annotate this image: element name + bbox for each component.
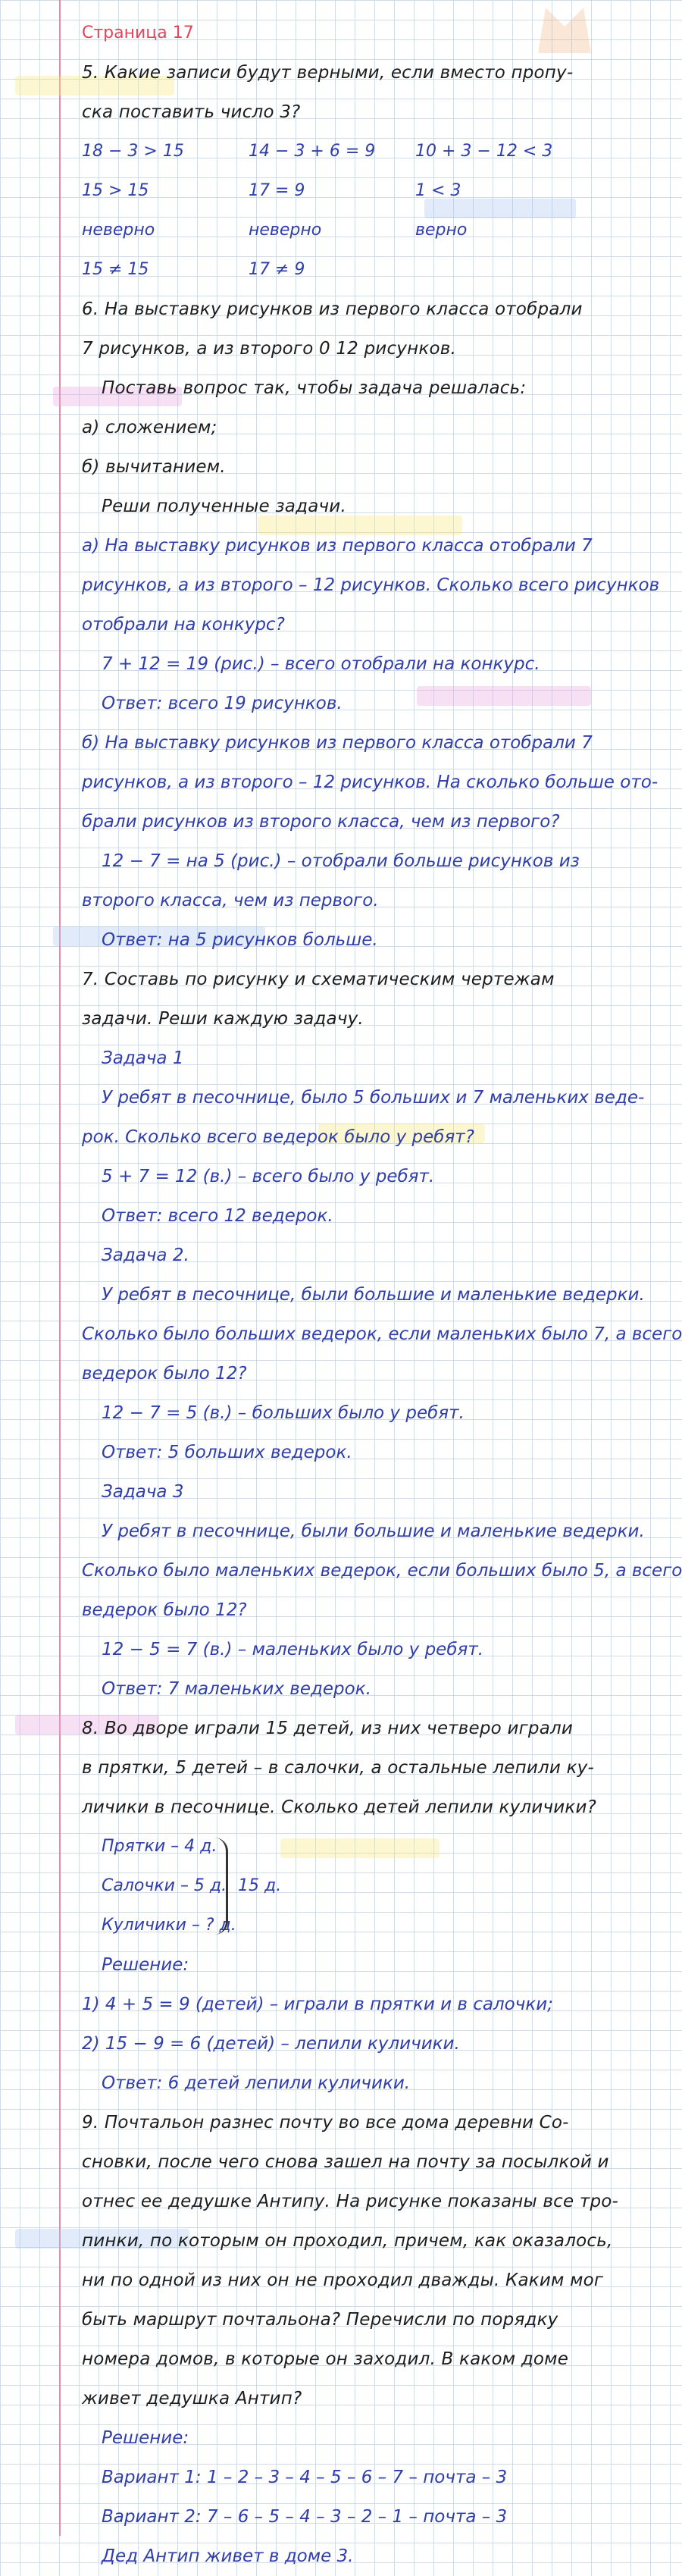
task8-brace-diagram (82, 1827, 597, 1945)
task7-problem1-line2: рок. Сколько всего ведерок было у ребят? (82, 1127, 474, 1147)
task9-variant2: Вариант 2: 7 – 6 – 5 – 4 – 3 – 2 – 1 – почта – 3 (102, 2507, 508, 2527)
page-content (82, 14, 682, 2576)
task7-problem3-line1: У ребят в песочнице, были большие и маленькие ведерки. (102, 1521, 645, 1541)
task9-question-line4: пинки, по которым он проходил, причем, как оказалось, (82, 2231, 613, 2251)
task7-problem3-title: Задача 3 (102, 1482, 184, 1502)
task9-question-line2: сновки, после чего снова зашел на почту за посылкой и (82, 2152, 609, 2172)
task7-problem2-solution: 12 − 7 = 5 (в.) – больших было у ребят. (102, 1403, 465, 1423)
task8-question-line2: в прятки, 5 детей – в салочки, а остальные лепили ку- (82, 1758, 594, 1778)
curly-brace-icon (211, 1838, 228, 1935)
margin-line (59, 0, 61, 2536)
task7-problem3-solution: 12 − 5 = 7 (в.) – маленьких было у ребят. (102, 1640, 484, 1659)
task7-problem3-answer: Ответ: 7 маленьких ведерок. (102, 1679, 371, 1699)
task8-step1: 1) 4 + 5 = 9 (детей) – играли в прятки и в салочки; (82, 1995, 553, 2014)
task5-simp-3: 1 < 3 (415, 181, 461, 200)
task7-question-line2: задачи. Реши каждую задачу. (82, 1009, 364, 1029)
task5-question-line1: 5. Какие записи будут верными, если вместо пропу- (82, 63, 574, 83)
task6-question-line2: 7 рисунков, а из второго 0 12 рисунков. (82, 339, 456, 359)
task7-problem2-line2: Сколько было больших ведерок, если маленьких было 7, а всего (82, 1324, 682, 1344)
task7-problem3-line2: Сколько было маленьких ведерок, если больших было 5, а всего (82, 1561, 682, 1581)
task7-problem3-line3: ведерок было 12? (82, 1600, 247, 1620)
task7-problem1-answer: Ответ: всего 12 ведерок. (102, 1206, 333, 1226)
task6-b-line2: рисунков, а из второго – 12 рисунков. На сколько больше ото- (82, 772, 659, 792)
task6-a-line2: рисунков, а из второго – 12 рисунков. Сколько всего рисунков (82, 575, 660, 595)
task5-verdict-row (82, 211, 597, 250)
task6-option-a: а) сложением; (82, 418, 217, 437)
task6-question-line4: Реши полученные задачи. (102, 497, 346, 516)
task8-answer: Ответ: 6 детей лепили куличики. (102, 2073, 411, 2093)
task6-question-line3: Поставь вопрос так, чтобы задача решалась: (102, 378, 527, 398)
task6-a-answer: Ответ: всего 19 рисунков. (102, 694, 343, 713)
task6-question-line1: 6. На выставку рисунков из первого класса отобрали (82, 299, 583, 319)
task5-fix-2: 17 ≠ 9 (249, 260, 305, 279)
task6-a-line3: отобрали на конкурс? (82, 615, 285, 635)
task7-problem2-title: Задача 2. (102, 1246, 189, 1265)
task5-question-line2: ска поставить число 3? (82, 102, 301, 122)
task7-problem1-title: Задача 1 (102, 1048, 184, 1068)
task8-brace-item-sandcakes: Куличики – ? д. (102, 1916, 236, 1935)
task6-b-line1: б) На выставку рисунков из первого класса отобрали 7 (82, 733, 593, 753)
task9-answer: Дед Антип живет в доме 3. (102, 2546, 354, 2566)
task7-problem2-line1: У ребят в песочнице, были большие и маленькие ведерки. (102, 1285, 645, 1305)
task5-verdict-3: верно (415, 221, 468, 240)
task8-brace-item-tag: Салочки – 5 д. (102, 1876, 227, 1895)
task6-b-solution-line1: 12 − 7 = на 5 (рис.) – отобрали больше рисунков из (102, 851, 580, 871)
task9-question-line5: ни по одной из них он не проходил дважды. Каким мог (82, 2270, 604, 2290)
page-title: Страница 17 (82, 24, 194, 42)
task8-question-line3: личики в песочнице. Сколько детей лепили куличики? (82, 1797, 597, 1817)
task6-b-answer: Ответ: на 5 рисунков больше. (102, 930, 378, 950)
task6-b-solution-line2: второго класса, чем из первого. (82, 891, 379, 910)
task7-problem1-solution: 5 + 7 = 12 (в.) – всего было у ребят. (102, 1167, 435, 1186)
task8-question-line1: 8. Во дворе играли 15 детей, из них четверо играли (82, 1719, 574, 1738)
task5-fix-1: 15 ≠ 15 (82, 260, 149, 279)
task5-expr-2: 14 − 3 + 6 = 9 (249, 142, 376, 161)
task5-fix-3 (415, 250, 582, 290)
task7-problem1-line1: У ребят в песочнице, было 5 больших и 7 маленьких веде- (102, 1088, 645, 1108)
task9-variant1: Вариант 1: 1 – 2 – 3 – 4 – 5 – 6 – 7 – почта – 3 (102, 2468, 508, 2487)
task8-brace-item-hide-and-seek: Прятки – 4 д. (102, 1837, 217, 1856)
task9-solution-label: Решение: (102, 2428, 189, 2448)
task5-verdict-2: неверно (249, 221, 322, 240)
task5-simp-1: 15 > 15 (82, 181, 149, 200)
task9-question-line7: номера домов, в которые он заходил. В каком доме (82, 2349, 569, 2369)
task5-verdict-1: неверно (82, 221, 155, 240)
task7-problem2-answer: Ответ: 5 больших ведерок. (102, 1443, 352, 1462)
task5-expr-1: 18 − 3 > 15 (82, 142, 184, 161)
task7-problem2-line3: ведерок было 12? (82, 1364, 247, 1384)
task9-question-line8: живет дедушка Антип? (82, 2389, 302, 2408)
task6-b-line3: брали рисунков из второго класса, чем из первого? (82, 812, 560, 832)
task9-question-line6: быть маршрут почтальона? Перечисли по порядку (82, 2310, 558, 2330)
task5-expr-3: 10 + 3 − 12 < 3 (415, 142, 553, 161)
task5-simplified-row (82, 171, 597, 211)
task5-fix-row (82, 250, 597, 290)
task9-question-line3: отнес ее дедушке Антипу. На рисунке показаны все тро- (82, 2192, 619, 2211)
task8-brace-total: 15 д. (238, 1876, 282, 1895)
task6-a-solution: 7 + 12 = 19 (рис.) – всего отобрали на конкурс. (102, 654, 540, 674)
task5-expressions-row (82, 132, 597, 171)
task9-question-line1: 9. Почтальон разнес почту во все дома деревни Со- (82, 2113, 569, 2133)
task6-a-line1: а) На выставку рисунков из первого класса отобрали 7 (82, 536, 593, 556)
task5-simp-2: 17 = 9 (249, 181, 305, 200)
task8-step2: 2) 15 − 9 = 6 (детей) – лепили куличики. (82, 2034, 460, 2054)
task7-question-line1: 7. Составь по рисунку и схематическим чертежам (82, 970, 555, 989)
task8-solution-label: Решение: (102, 1955, 189, 1975)
task6-option-b: б) вычитанием. (82, 457, 226, 477)
